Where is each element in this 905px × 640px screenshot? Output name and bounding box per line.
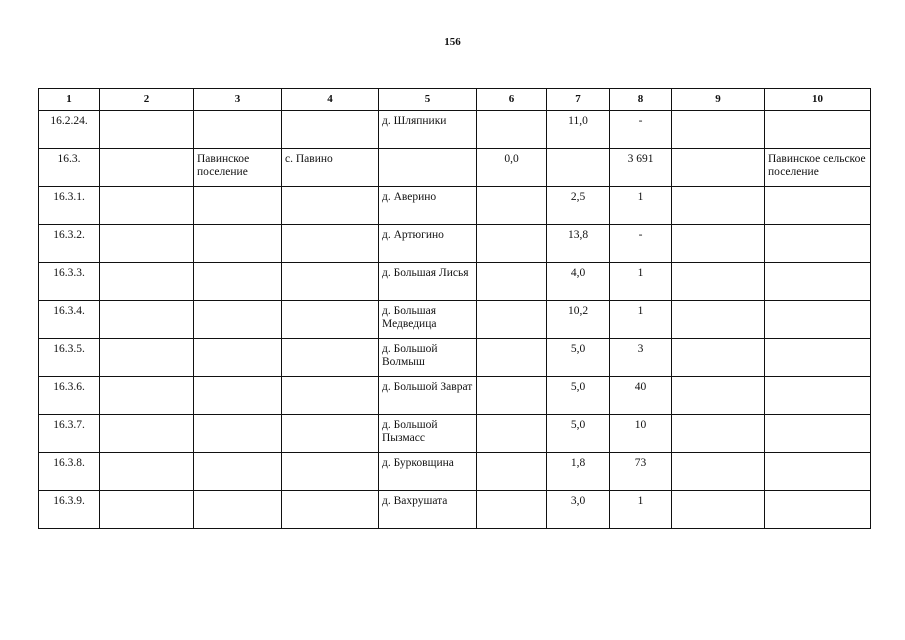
- cell-col9: [672, 377, 765, 415]
- cell-col7: 11,0: [547, 111, 610, 149]
- cell-settlement: д. Вахрушата: [379, 491, 477, 529]
- cell-settlement: д. Бурковщина: [379, 453, 477, 491]
- cell-col4: [282, 111, 379, 149]
- cell-settlement: д. Большая Лисья: [379, 263, 477, 301]
- cell-col3: [194, 225, 282, 263]
- cell-col9: [672, 149, 765, 187]
- table-row: [39, 339, 871, 377]
- table-row: [39, 187, 871, 225]
- cell-col6: [477, 187, 547, 225]
- cell-col9: [672, 263, 765, 301]
- table-row: [39, 301, 871, 339]
- cell-col4: [282, 491, 379, 529]
- cell-col7: 2,5: [547, 187, 610, 225]
- cell-col2: [100, 225, 194, 263]
- column-header: 1: [39, 89, 100, 111]
- cell-col10: [765, 377, 871, 415]
- page-number: 156: [444, 36, 461, 48]
- cell-col6: [477, 377, 547, 415]
- cell-col2: [100, 149, 194, 187]
- cell-col9: [672, 301, 765, 339]
- row-number: 16.3.3.: [39, 263, 100, 301]
- cell-col3: [194, 453, 282, 491]
- cell-col3: [194, 377, 282, 415]
- cell-col3: [194, 415, 282, 453]
- cell-col10: [765, 263, 871, 301]
- cell-col2: [100, 301, 194, 339]
- cell-col4: с. Павино: [282, 149, 379, 187]
- column-header: 10: [765, 89, 871, 111]
- cell-col7: 5,0: [547, 339, 610, 377]
- cell-col8: 1: [610, 491, 672, 529]
- cell-col4: [282, 377, 379, 415]
- cell-col8: 3 691: [610, 149, 672, 187]
- cell-col2: [100, 377, 194, 415]
- cell-col7: 4,0: [547, 263, 610, 301]
- column-header: 3: [194, 89, 282, 111]
- row-number: 16.3.5.: [39, 339, 100, 377]
- cell-col9: [672, 453, 765, 491]
- cell-settlement: д. Аверино: [379, 187, 477, 225]
- cell-col7: 5,0: [547, 377, 610, 415]
- cell-col8: 1: [610, 301, 672, 339]
- cell-col8: -: [610, 111, 672, 149]
- cell-col2: [100, 415, 194, 453]
- cell-col9: [672, 225, 765, 263]
- cell-col4: [282, 263, 379, 301]
- cell-settlement: д. Большой Заврат: [379, 377, 477, 415]
- cell-col6: [477, 263, 547, 301]
- cell-col9: [672, 187, 765, 225]
- settlements-table: [38, 88, 871, 529]
- cell-col2: [100, 187, 194, 225]
- cell-col3: [194, 111, 282, 149]
- table-row: [39, 377, 871, 415]
- cell-settlement: д. Большой Волмыш: [379, 339, 477, 377]
- cell-col10: [765, 225, 871, 263]
- cell-col4: [282, 339, 379, 377]
- cell-col4: [282, 453, 379, 491]
- cell-col6: [477, 225, 547, 263]
- table-row: [39, 453, 871, 491]
- cell-col9: [672, 111, 765, 149]
- cell-col7: [547, 149, 610, 187]
- column-header: 7: [547, 89, 610, 111]
- cell-col6: [477, 415, 547, 453]
- row-number: 16.2.24.: [39, 111, 100, 149]
- row-number: 16.3.2.: [39, 225, 100, 263]
- cell-col10: [765, 491, 871, 529]
- header-row: [39, 89, 871, 111]
- cell-col4: [282, 225, 379, 263]
- row-number: 16.3.7.: [39, 415, 100, 453]
- cell-col7: 13,8: [547, 225, 610, 263]
- cell-col3: [194, 301, 282, 339]
- cell-col2: [100, 111, 194, 149]
- table-row: [39, 225, 871, 263]
- table-row: [39, 149, 871, 187]
- column-header: 4: [282, 89, 379, 111]
- cell-col4: [282, 415, 379, 453]
- table-row: [39, 415, 871, 453]
- column-header: 5: [379, 89, 477, 111]
- cell-col6: [477, 301, 547, 339]
- cell-col6: [477, 111, 547, 149]
- cell-col9: [672, 339, 765, 377]
- cell-col7: 10,2: [547, 301, 610, 339]
- cell-col2: [100, 339, 194, 377]
- cell-col3: [194, 187, 282, 225]
- cell-col2: [100, 491, 194, 529]
- cell-col10: [765, 187, 871, 225]
- row-number: 16.3.4.: [39, 301, 100, 339]
- cell-col4: [282, 187, 379, 225]
- cell-col10: [765, 301, 871, 339]
- cell-col4: [282, 301, 379, 339]
- table-row: [39, 111, 871, 149]
- row-number: 16.3.6.: [39, 377, 100, 415]
- cell-col6: [477, 339, 547, 377]
- cell-settlement: д. Большой Пызмасс: [379, 415, 477, 453]
- cell-col3: [194, 263, 282, 301]
- cell-col2: [100, 263, 194, 301]
- cell-settlement: д. Артюгино: [379, 225, 477, 263]
- cell-col10: [765, 339, 871, 377]
- cell-col3: [194, 491, 282, 529]
- cell-col8: 1: [610, 187, 672, 225]
- cell-settlement: д. Шляпники: [379, 111, 477, 149]
- cell-col9: [672, 415, 765, 453]
- row-number: 16.3.9.: [39, 491, 100, 529]
- cell-col8: 40: [610, 377, 672, 415]
- cell-settlement: д. Большая Медведица: [379, 301, 477, 339]
- row-number: 16.3.8.: [39, 453, 100, 491]
- row-number: 16.3.: [39, 149, 100, 187]
- cell-col2: [100, 453, 194, 491]
- cell-col6: [477, 491, 547, 529]
- column-header: 9: [672, 89, 765, 111]
- cell-col8: 3: [610, 339, 672, 377]
- cell-col7: 5,0: [547, 415, 610, 453]
- cell-col9: [672, 491, 765, 529]
- cell-col10: [765, 415, 871, 453]
- row-number: 16.3.1.: [39, 187, 100, 225]
- cell-col8: 10: [610, 415, 672, 453]
- cell-col6: 0,0: [477, 149, 547, 187]
- table-row: [39, 491, 871, 529]
- cell-col3: [194, 339, 282, 377]
- cell-col10: [765, 453, 871, 491]
- cell-col8: 73: [610, 453, 672, 491]
- cell-col10: [765, 111, 871, 149]
- cell-settlement: [379, 149, 477, 187]
- table-row: [39, 263, 871, 301]
- cell-col8: -: [610, 225, 672, 263]
- column-header: 8: [610, 89, 672, 111]
- cell-col7: 3,0: [547, 491, 610, 529]
- cell-col3: Павинское поселение: [194, 149, 282, 187]
- cell-col7: 1,8: [547, 453, 610, 491]
- cell-col10: Павинское сельское поселение: [765, 149, 871, 187]
- column-header: 2: [100, 89, 194, 111]
- cell-col8: 1: [610, 263, 672, 301]
- cell-col6: [477, 453, 547, 491]
- column-header: 6: [477, 89, 547, 111]
